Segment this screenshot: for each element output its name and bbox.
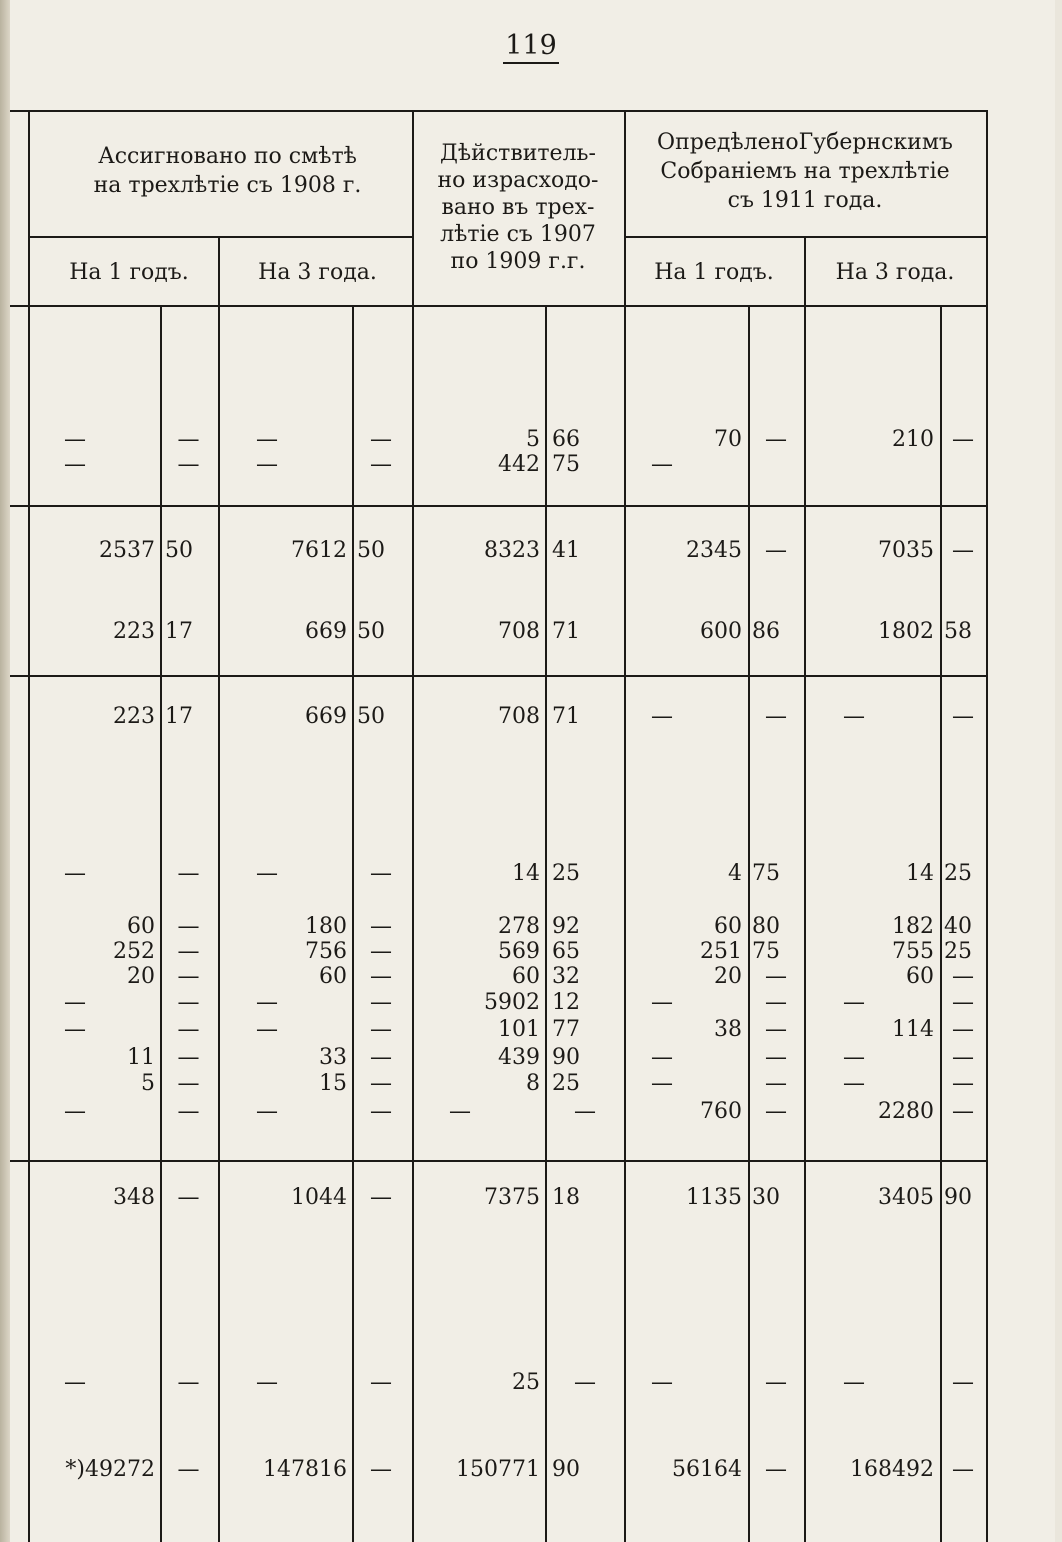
cell-rubles: — bbox=[843, 990, 865, 1015]
col-rule-4 bbox=[412, 110, 414, 1542]
cell-kopecks: — bbox=[177, 914, 200, 939]
header-mid-rule-left bbox=[28, 236, 413, 238]
cell-kopecks: 75 bbox=[752, 861, 780, 886]
page-edge bbox=[0, 0, 10, 1542]
header-assigned bbox=[40, 142, 415, 200]
section-rule-3 bbox=[10, 1160, 988, 1162]
cell-kopecks: — bbox=[177, 1099, 200, 1124]
col-rule-9 bbox=[940, 305, 942, 1542]
cell-rubles: *)49272 bbox=[65, 1457, 155, 1482]
cell-rubles: — bbox=[843, 704, 865, 729]
cell-rubles: — bbox=[449, 1099, 471, 1124]
cell-kopecks: 80 bbox=[752, 914, 780, 939]
cell-rubles: 11 bbox=[127, 1045, 155, 1070]
cell-rubles: 168492 bbox=[850, 1457, 934, 1482]
cell-rubles: 20 bbox=[127, 964, 155, 989]
cell-kopecks: — bbox=[370, 1045, 392, 1070]
cell-kopecks: 30 bbox=[752, 1185, 780, 1210]
cell-kopecks: — bbox=[370, 861, 392, 886]
cell-kopecks: — bbox=[952, 1071, 974, 1096]
cell-kopecks: — bbox=[952, 1017, 974, 1042]
cell-kopecks: 25 bbox=[552, 1071, 580, 1096]
cell-rubles: 5 bbox=[141, 1071, 155, 1096]
col-rule-10 bbox=[986, 110, 988, 1542]
cell-rubles: 7375 bbox=[484, 1185, 540, 1210]
cell-rubles: 182 bbox=[892, 914, 934, 939]
cell-rubles: 5902 bbox=[484, 990, 540, 1015]
cell-rubles: 442 bbox=[498, 452, 540, 477]
col-rule-0 bbox=[28, 110, 30, 1542]
cell-kopecks: 25 bbox=[944, 939, 972, 964]
cell-rubles: 60 bbox=[714, 914, 742, 939]
cell-rubles: 7612 bbox=[291, 538, 347, 563]
section-rule-1 bbox=[10, 505, 988, 507]
cell-rubles: 708 bbox=[498, 619, 540, 644]
cell-kopecks: — bbox=[370, 452, 392, 477]
cell-rubles: — bbox=[843, 1370, 865, 1395]
cell-kopecks: — bbox=[765, 538, 787, 563]
cell-rubles: — bbox=[651, 704, 673, 729]
header-per-3-years-2: На 3 года. bbox=[835, 260, 955, 285]
cell-kopecks: 17 bbox=[165, 619, 193, 644]
cell-kopecks: — bbox=[177, 939, 200, 964]
cell-kopecks: 17 bbox=[165, 704, 193, 729]
cell-rubles: 15 bbox=[319, 1071, 347, 1096]
cell-rubles: 708 bbox=[498, 704, 540, 729]
cell-kopecks: — bbox=[952, 1457, 974, 1482]
cell-rubles: — bbox=[843, 1045, 865, 1070]
cell-kopecks: — bbox=[370, 427, 392, 452]
cell-kopecks: — bbox=[177, 861, 200, 886]
cell-rubles: — bbox=[843, 1071, 865, 1096]
col-rule-6 bbox=[624, 110, 626, 1542]
cell-rubles: 101 bbox=[498, 1017, 540, 1042]
cell-rubles: 669 bbox=[305, 619, 347, 644]
cell-rubles: 60 bbox=[319, 964, 347, 989]
cell-rubles: 760 bbox=[700, 1099, 742, 1124]
header-actual-line2: но израсходо- bbox=[437, 168, 599, 193]
cell-kopecks: 41 bbox=[552, 538, 580, 563]
header-bottom-rule bbox=[10, 305, 988, 307]
cell-rubles: 252 bbox=[113, 939, 155, 964]
table-top-rule bbox=[10, 110, 988, 112]
cell-rubles: — bbox=[256, 1099, 278, 1124]
header-actual-line5: по 1909 г.г. bbox=[450, 249, 586, 274]
cell-rubles: 60 bbox=[512, 964, 540, 989]
header-defined-line1: ОпредѣленоГубернскимъ bbox=[657, 130, 953, 155]
header-assigned-line2: на трехлѣтіе съ 1908 г. bbox=[93, 173, 362, 198]
cell-kopecks: — bbox=[177, 1017, 200, 1042]
cell-rubles: 60 bbox=[906, 964, 934, 989]
cell-rubles: 147816 bbox=[263, 1457, 347, 1482]
cell-kopecks: 75 bbox=[752, 939, 780, 964]
cell-kopecks: — bbox=[370, 1370, 392, 1395]
cell-rubles: 60 bbox=[127, 914, 155, 939]
cell-kopecks: 86 bbox=[752, 619, 780, 644]
cell-rubles: 8323 bbox=[484, 538, 540, 563]
cell-kopecks: 58 bbox=[944, 619, 972, 644]
cell-kopecks: — bbox=[765, 990, 787, 1015]
cell-kopecks: — bbox=[370, 1071, 392, 1096]
cell-kopecks: — bbox=[952, 427, 974, 452]
cell-rubles: 278 bbox=[498, 914, 540, 939]
cell-kopecks: 32 bbox=[552, 964, 580, 989]
cell-kopecks: — bbox=[370, 1457, 392, 1482]
cell-rubles: — bbox=[64, 452, 86, 477]
cell-rubles: 114 bbox=[892, 1017, 934, 1042]
cell-kopecks: — bbox=[177, 1457, 200, 1482]
col-rule-2 bbox=[218, 236, 220, 1542]
cell-rubles: — bbox=[64, 427, 86, 452]
cell-rubles: — bbox=[64, 990, 86, 1015]
cell-rubles: 56164 bbox=[672, 1457, 742, 1482]
cell-kopecks: 90 bbox=[552, 1457, 580, 1482]
cell-kopecks: 92 bbox=[552, 914, 580, 939]
cell-kopecks: — bbox=[952, 538, 974, 563]
cell-rubles: — bbox=[651, 1071, 673, 1096]
cell-rubles: 14 bbox=[512, 861, 540, 886]
col-rule-7 bbox=[748, 305, 750, 1542]
cell-rubles: 180 bbox=[305, 914, 347, 939]
cell-kopecks: 71 bbox=[552, 619, 580, 644]
cell-rubles: 1802 bbox=[878, 619, 934, 644]
cell-kopecks: — bbox=[177, 1071, 200, 1096]
cell-kopecks: — bbox=[765, 1370, 787, 1395]
cell-kopecks: — bbox=[177, 990, 200, 1015]
cell-kopecks: 71 bbox=[552, 704, 580, 729]
header-defined bbox=[625, 128, 985, 215]
col-rule-3 bbox=[352, 305, 354, 1542]
cell-rubles: 223 bbox=[113, 619, 155, 644]
cell-rubles: 569 bbox=[498, 939, 540, 964]
cell-rubles: 2345 bbox=[686, 538, 742, 563]
cell-kopecks: — bbox=[177, 1045, 200, 1070]
cell-rubles: 150771 bbox=[456, 1457, 540, 1482]
cell-rubles: 70 bbox=[714, 427, 742, 452]
cell-kopecks: — bbox=[952, 964, 974, 989]
header-per-year-2: На 1 годъ. bbox=[654, 260, 774, 285]
cell-rubles: — bbox=[256, 1017, 278, 1042]
cell-kopecks: — bbox=[370, 1185, 392, 1210]
cell-rubles: 439 bbox=[498, 1045, 540, 1070]
cell-kopecks: — bbox=[177, 1370, 200, 1395]
cell-rubles: — bbox=[651, 1045, 673, 1070]
cell-rubles: 669 bbox=[305, 704, 347, 729]
cell-kopecks: — bbox=[370, 1099, 392, 1124]
col-rule-5 bbox=[545, 305, 547, 1542]
header-mid-rule-right bbox=[625, 236, 987, 238]
header-actual-line3: вано въ трех- bbox=[441, 195, 595, 220]
cell-kopecks: — bbox=[952, 1370, 974, 1395]
header-per-3-years-1: На 3 года. bbox=[258, 260, 377, 285]
cell-kopecks: 75 bbox=[552, 452, 580, 477]
cell-kopecks: — bbox=[952, 990, 974, 1015]
cell-kopecks: 40 bbox=[944, 914, 972, 939]
cell-kopecks: 90 bbox=[552, 1045, 580, 1070]
cell-kopecks: — bbox=[765, 427, 787, 452]
cell-rubles: — bbox=[651, 1370, 673, 1395]
cell-kopecks: — bbox=[765, 1071, 787, 1096]
cell-rubles: 223 bbox=[113, 704, 155, 729]
cell-kopecks: — bbox=[574, 1370, 596, 1395]
cell-rubles: — bbox=[256, 452, 278, 477]
cell-rubles: 210 bbox=[892, 427, 934, 452]
cell-kopecks: 12 bbox=[552, 990, 580, 1015]
cell-kopecks: 25 bbox=[944, 861, 972, 886]
cell-rubles: — bbox=[64, 1099, 86, 1124]
cell-kopecks: — bbox=[952, 1099, 974, 1124]
cell-rubles: — bbox=[64, 861, 86, 886]
cell-rubles: 600 bbox=[700, 619, 742, 644]
cell-rubles: — bbox=[256, 990, 278, 1015]
cell-rubles: 756 bbox=[305, 939, 347, 964]
cell-rubles: — bbox=[256, 1370, 278, 1395]
cell-kopecks: — bbox=[765, 1017, 787, 1042]
cell-kopecks: — bbox=[370, 964, 392, 989]
cell-rubles: — bbox=[651, 990, 673, 1015]
cell-kopecks: — bbox=[177, 427, 200, 452]
cell-kopecks: — bbox=[177, 964, 200, 989]
cell-kopecks: 50 bbox=[165, 538, 193, 563]
cell-kopecks: 50 bbox=[357, 704, 385, 729]
cell-kopecks: 77 bbox=[552, 1017, 580, 1042]
cell-rubles: — bbox=[256, 861, 278, 886]
cell-kopecks: 90 bbox=[944, 1185, 972, 1210]
cell-rubles: 20 bbox=[714, 964, 742, 989]
header-per-year-1: На 1 годъ. bbox=[69, 260, 189, 285]
cell-rubles: 5 bbox=[526, 427, 540, 452]
cell-kopecks: 25 bbox=[552, 861, 580, 886]
cell-rubles: 2280 bbox=[878, 1099, 934, 1124]
cell-rubles: — bbox=[256, 427, 278, 452]
cell-rubles: 38 bbox=[714, 1017, 742, 1042]
cell-rubles: 1135 bbox=[686, 1185, 742, 1210]
cell-kopecks: 50 bbox=[357, 538, 385, 563]
cell-rubles: — bbox=[651, 452, 673, 477]
cell-rubles: 8 bbox=[526, 1071, 540, 1096]
header-defined-line2: Собраніемъ на трехлѣтіе bbox=[660, 159, 950, 184]
cell-kopecks: — bbox=[765, 1457, 787, 1482]
header-defined-line3: съ 1911 года. bbox=[727, 188, 883, 213]
cell-rubles: — bbox=[64, 1017, 86, 1042]
cell-kopecks: — bbox=[765, 1045, 787, 1070]
cell-kopecks: — bbox=[952, 704, 974, 729]
cell-rubles: 7035 bbox=[878, 538, 934, 563]
cell-kopecks: — bbox=[765, 1099, 787, 1124]
cell-rubles: 251 bbox=[700, 939, 742, 964]
cell-kopecks: — bbox=[370, 914, 392, 939]
cell-rubles: 14 bbox=[906, 861, 934, 886]
cell-rubles: 755 bbox=[892, 939, 934, 964]
col-rule-1 bbox=[160, 305, 162, 1542]
cell-kopecks: — bbox=[952, 1045, 974, 1070]
cell-kopecks: — bbox=[574, 1099, 596, 1124]
header-assigned-line1: Ассигновано по смѣтѣ bbox=[98, 144, 357, 169]
header-actual-line1: Дѣйствитель- bbox=[440, 141, 596, 166]
cell-rubles: 2537 bbox=[99, 538, 155, 563]
cell-rubles: 348 bbox=[113, 1185, 155, 1210]
cell-kopecks: — bbox=[177, 1185, 200, 1210]
cell-kopecks: 50 bbox=[357, 619, 385, 644]
cell-kopecks: 18 bbox=[552, 1185, 580, 1210]
cell-rubles: 4 bbox=[728, 861, 742, 886]
cell-rubles: 25 bbox=[512, 1370, 540, 1395]
header-actual bbox=[408, 140, 628, 275]
cell-kopecks: — bbox=[765, 704, 787, 729]
cell-kopecks: 65 bbox=[552, 939, 580, 964]
cell-kopecks: — bbox=[370, 990, 392, 1015]
cell-kopecks: 66 bbox=[552, 427, 580, 452]
cell-kopecks: — bbox=[370, 1017, 392, 1042]
cell-rubles: 1044 bbox=[291, 1185, 347, 1210]
cell-rubles: 3405 bbox=[878, 1185, 934, 1210]
cell-kopecks: — bbox=[370, 939, 392, 964]
cell-kopecks: — bbox=[177, 452, 200, 477]
cell-rubles: 33 bbox=[319, 1045, 347, 1070]
cell-rubles: — bbox=[64, 1370, 86, 1395]
cell-kopecks: — bbox=[765, 964, 787, 989]
section-rule-2 bbox=[10, 675, 988, 677]
page-number: 119 bbox=[0, 30, 1062, 64]
header-actual-line4: лѣтіе съ 1907 bbox=[440, 222, 596, 247]
